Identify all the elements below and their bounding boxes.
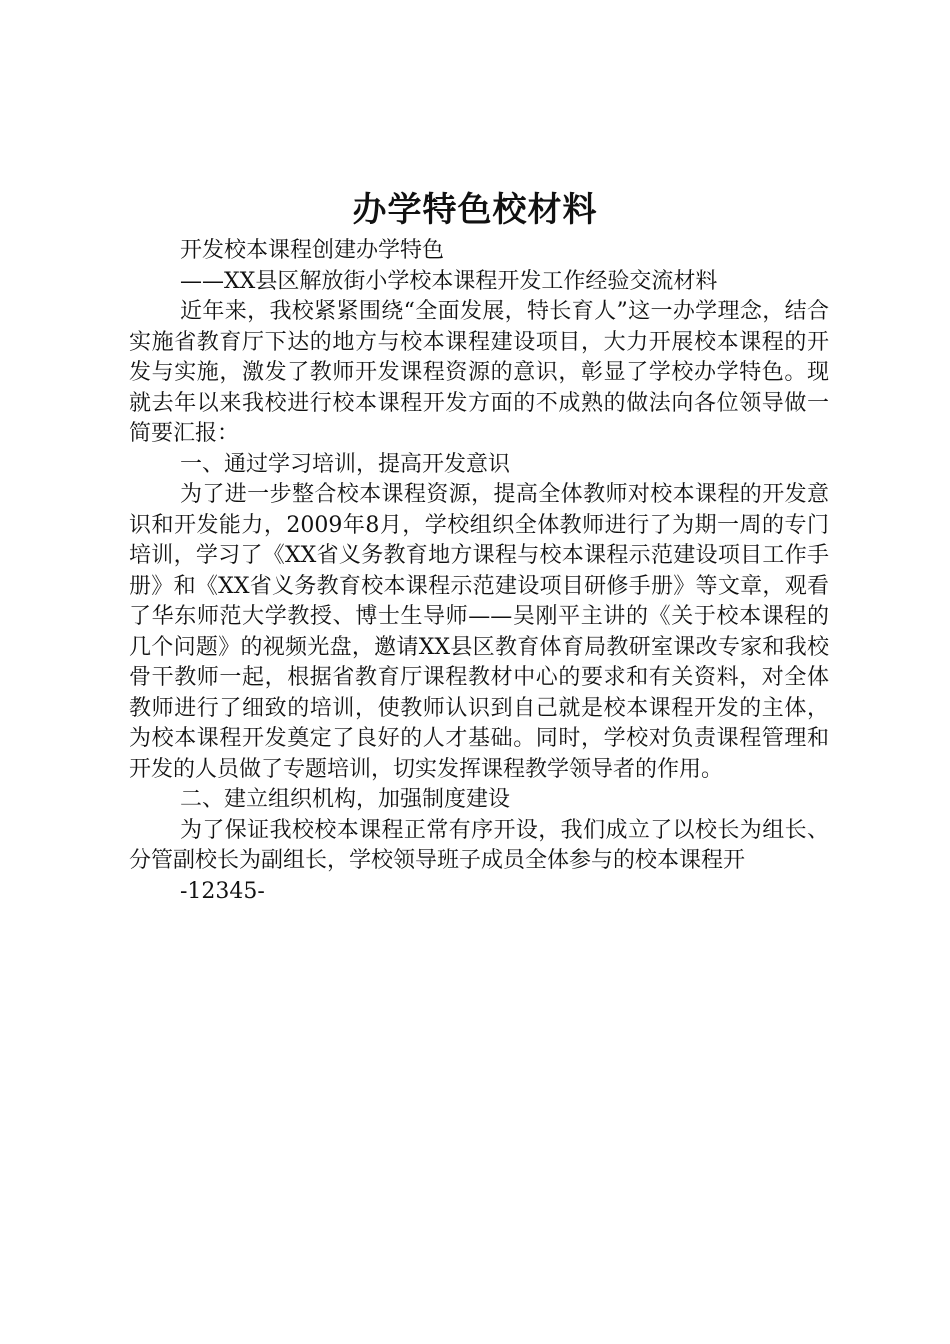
document-subtitle: 开发校本课程创建办学特色 — [180, 238, 445, 263]
paragraph-intro: 近年来，我校紧紧围绕“全面发展，特长育人”这一办学理念，结合实施省教育厅下达的地方与校本课程建设项目，大力开展校本课程的开发与实施，激发了教师开发课程资源的意识，彰显了学校办学特色。现就去年以来我校进行校本课程开发方面的不成熟的做法向各位领导做一简要汇报： — [129, 299, 829, 446]
document-body — [129, 236, 829, 907]
document-title: 办学特色校材料 — [352, 190, 598, 230]
paragraph-organization: 为了保证我校校本课程正常有序开设，我们成立了以校长为组长、分管副校长为副组长，学校领导班子成员全体参与的校本课程开 — [129, 817, 829, 873]
paragraph-training: 为了进一步整合校本课程资源，提高全体教师对校本课程的开发意识和开发能力，2009年8月，学校组织全体教师进行了为期一周的专门培训，学习了《XX省义务教育地方课程与校本课程示范建设项目工作手册》和《XX省义务教育校本课程示范建设项目研修手册》等文章，观看了华东师范大学教授、博士生导师——吴刚平主讲的《关于校本课程的几个问题》的视频光盘，邀请XX县区教育体育局教研室课改专家和我校骨干教师一起，根据省教育厅课程教材中心的要求和有关资料，对全体教师进行了细致的培训，使教师认识到自己就是校本课程开发的主体，为校本课程开发奠定了良好的人才基础。同时，学校对负责课程管理和开发的人员做了专题培训，切实发挥课程教学领导者的作用。 — [129, 482, 829, 782]
section-heading-organization: 二、建立组织机构，加强制度建设 — [180, 787, 511, 812]
section-heading-training: 一、通过学习培训，提高开发意识 — [180, 451, 511, 477]
document-subheading: ——XX县区解放街小学校本课程开发工作经验交流材料 — [180, 268, 718, 294]
page-number: -12345- — [180, 878, 265, 904]
